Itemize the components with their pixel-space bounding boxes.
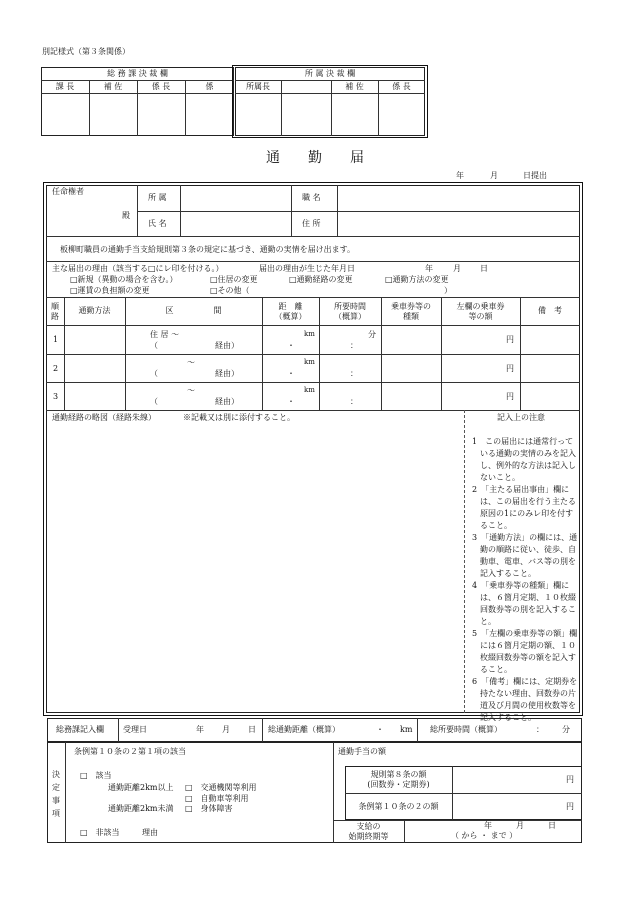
approval-col: 補 佐	[345, 82, 364, 91]
decision-applicable[interactable]: □ 該当	[80, 771, 112, 780]
row-km: km	[304, 386, 315, 394]
decision-transit[interactable]: □ 交通機関等利用	[185, 783, 257, 792]
col-ticket: 乗車券等の 種類	[391, 302, 431, 321]
start-date: 年 月 日	[484, 821, 556, 830]
total-distance-km: km	[400, 725, 413, 734]
row-via: 経由）	[215, 369, 239, 378]
form-reference: 別記様式（第３条関係）	[42, 47, 130, 56]
note-item: 6 「備考」欄には、定期券を持たない理由、回数券の片道及び月間の使用枚数等を記入すること。	[472, 677, 578, 722]
reason-day: 日	[480, 264, 488, 273]
row-yen: 円	[506, 392, 514, 401]
rule8-yen: 円	[566, 775, 574, 784]
start-label: 支給の 始期終期等	[348, 822, 389, 841]
row-dot: ・	[287, 397, 295, 406]
row-colon: ：	[350, 369, 358, 378]
approval-col: 係 長	[392, 82, 411, 91]
col-distance: 距 離 （概算）	[274, 302, 307, 321]
reason-year: 年	[425, 264, 433, 273]
decision-reason: 理由	[142, 828, 158, 837]
reason-option-other-close: ）	[444, 286, 452, 295]
row-dot: ・	[287, 369, 295, 378]
art10-yen: 円	[566, 802, 574, 811]
col-method: 通勤方法	[78, 306, 111, 315]
row-no: 1	[53, 335, 59, 344]
approval-col: 係	[205, 82, 214, 91]
affiliation-label: 所 属	[148, 193, 167, 202]
row-via-open: （	[150, 341, 158, 350]
total-distance-label: 総通勤距離（概算）	[268, 725, 340, 734]
page-title: 通 勤 届	[266, 150, 364, 166]
row-via: 経由）	[215, 341, 239, 350]
row-via: 経由）	[215, 397, 239, 406]
approval-col: 補 佐	[103, 82, 123, 91]
total-distance-dot: ・	[376, 725, 384, 734]
notes-list	[472, 436, 578, 724]
note-item: 4 「乗車券等の種類」欄には、６箇月定期、１０枚綴回数券等の別を記入すること。	[472, 581, 576, 626]
col-route-no: 順 路	[51, 302, 59, 321]
general-approval-title: 総 務 課 決 裁 欄	[107, 69, 168, 78]
total-time-label: 総所要時間（概算）	[430, 725, 502, 734]
reason-option-fare[interactable]: □運賃の負担額の変更	[70, 286, 150, 295]
reason-label: 主な届出の理由（該当する□にレ印を付ける。）	[52, 264, 224, 273]
approval-col: 係 長	[151, 82, 171, 91]
total-time-colon: ：	[536, 725, 544, 734]
submit-month: 月	[490, 171, 498, 180]
received-day: 日	[248, 725, 256, 734]
position-label: 職 名	[302, 193, 321, 202]
dept-approval-title: 所 属 決 裁 欄	[304, 69, 356, 78]
row-km: km	[304, 330, 315, 338]
footer-entry-label: 総務課記入欄	[56, 725, 104, 734]
decision-dist-lt2: 通勤距離2km未満	[108, 804, 174, 813]
map-label: 通勤経路の略図（経路朱線）	[52, 413, 156, 422]
col-fare: 左欄の乗車券 等の額	[456, 302, 505, 321]
reason-option-new[interactable]: □新規（異動の場合を含む。）	[70, 275, 178, 284]
row-no: 3	[53, 392, 59, 401]
rule8-label: 規則第８条の額 (回数券・定期券)	[367, 770, 430, 789]
row-yen: 円	[506, 364, 514, 373]
approval-col: 課 長	[55, 82, 75, 91]
decision-car[interactable]: □ 自動車等利用	[185, 794, 249, 803]
reason-option-other[interactable]: □その他（	[210, 286, 250, 295]
submit-year: 年	[456, 171, 464, 180]
row-km: km	[304, 358, 315, 366]
decision-dist-ge2: 通勤距離2km以上	[108, 783, 174, 792]
note-item: 2 「主たる届出事由」欄には、この届出を行う主たる原因の1にのみレ印を付すること。	[472, 485, 576, 530]
row-from: 〜	[187, 358, 195, 367]
name-label: 氏 名	[148, 219, 167, 228]
from-to: （ から ・ まで ）	[451, 831, 518, 840]
note-item: 5 「左欄の乗車券等の額」欄には６箇月定期の額、１０枚綴回数券等の額を記入すること。	[472, 629, 578, 674]
notes-title: 記入上の注意	[497, 413, 545, 422]
row-colon: ：	[350, 341, 358, 350]
row-dot: ・	[287, 341, 295, 350]
row-from: 〜	[187, 386, 195, 395]
decision-rule: 条例第１０条の２第１項の該当	[74, 747, 186, 756]
decision-disabled[interactable]: □ 身体障害	[185, 804, 233, 813]
total-time-min: 分	[562, 725, 570, 734]
appointer-label: 任命権者	[52, 187, 84, 196]
reason-month: 月	[453, 264, 461, 273]
map-note: ※記載又は別に添付すること。	[183, 413, 295, 422]
decision-label: 決 定 事 項	[52, 770, 60, 818]
col-section: 区 間	[165, 306, 222, 315]
art10-label: 条例第１０条の２の額	[358, 802, 439, 811]
reason-option-method[interactable]: □通勤方法の変更	[385, 275, 449, 284]
note-item: 3 「通勤方法」の欄には、通勤の順路に従い、徒歩、自動車、電車、バス等の別を記入すること。	[472, 533, 578, 578]
received-month: 月	[222, 725, 230, 734]
row-min: 分	[368, 330, 376, 339]
row-via-open: （	[150, 369, 158, 378]
address-label: 住 所	[302, 219, 321, 228]
row-yen: 円	[506, 335, 514, 344]
statement: 板柳町職員の通勤手当支給規則第３条の規定に基づき、通勤の実情を届け出ます。	[60, 245, 356, 254]
approval-col: 所属長	[246, 82, 270, 91]
row-via-open: （	[150, 397, 158, 406]
reason-option-residence[interactable]: □住居の変更	[210, 275, 258, 284]
col-remarks: 備 考	[538, 306, 562, 315]
received-year: 年	[196, 725, 204, 734]
col-time: 所要時間 （概算）	[334, 302, 366, 321]
row-from: 住 居 〜	[150, 330, 180, 339]
submit-day: 日提出	[523, 171, 547, 180]
allowance-title: 通勤手当の額	[338, 747, 386, 756]
reason-date-label: 届出の理由が生じた年月日	[259, 264, 355, 273]
row-colon: ：	[350, 397, 358, 406]
reason-option-route[interactable]: □通勤経路の変更	[289, 275, 353, 284]
dono-label: 殿	[122, 211, 130, 220]
row-no: 2	[53, 364, 59, 373]
received-label: 受理日	[123, 725, 147, 734]
decision-not-applicable[interactable]: □ 非該当	[80, 828, 120, 837]
notes-divider	[464, 410, 465, 713]
note-item: 1 この届出には通常行っている通勤の実情のみを記入し、例外的な方法は記入しないこと。	[472, 437, 576, 482]
